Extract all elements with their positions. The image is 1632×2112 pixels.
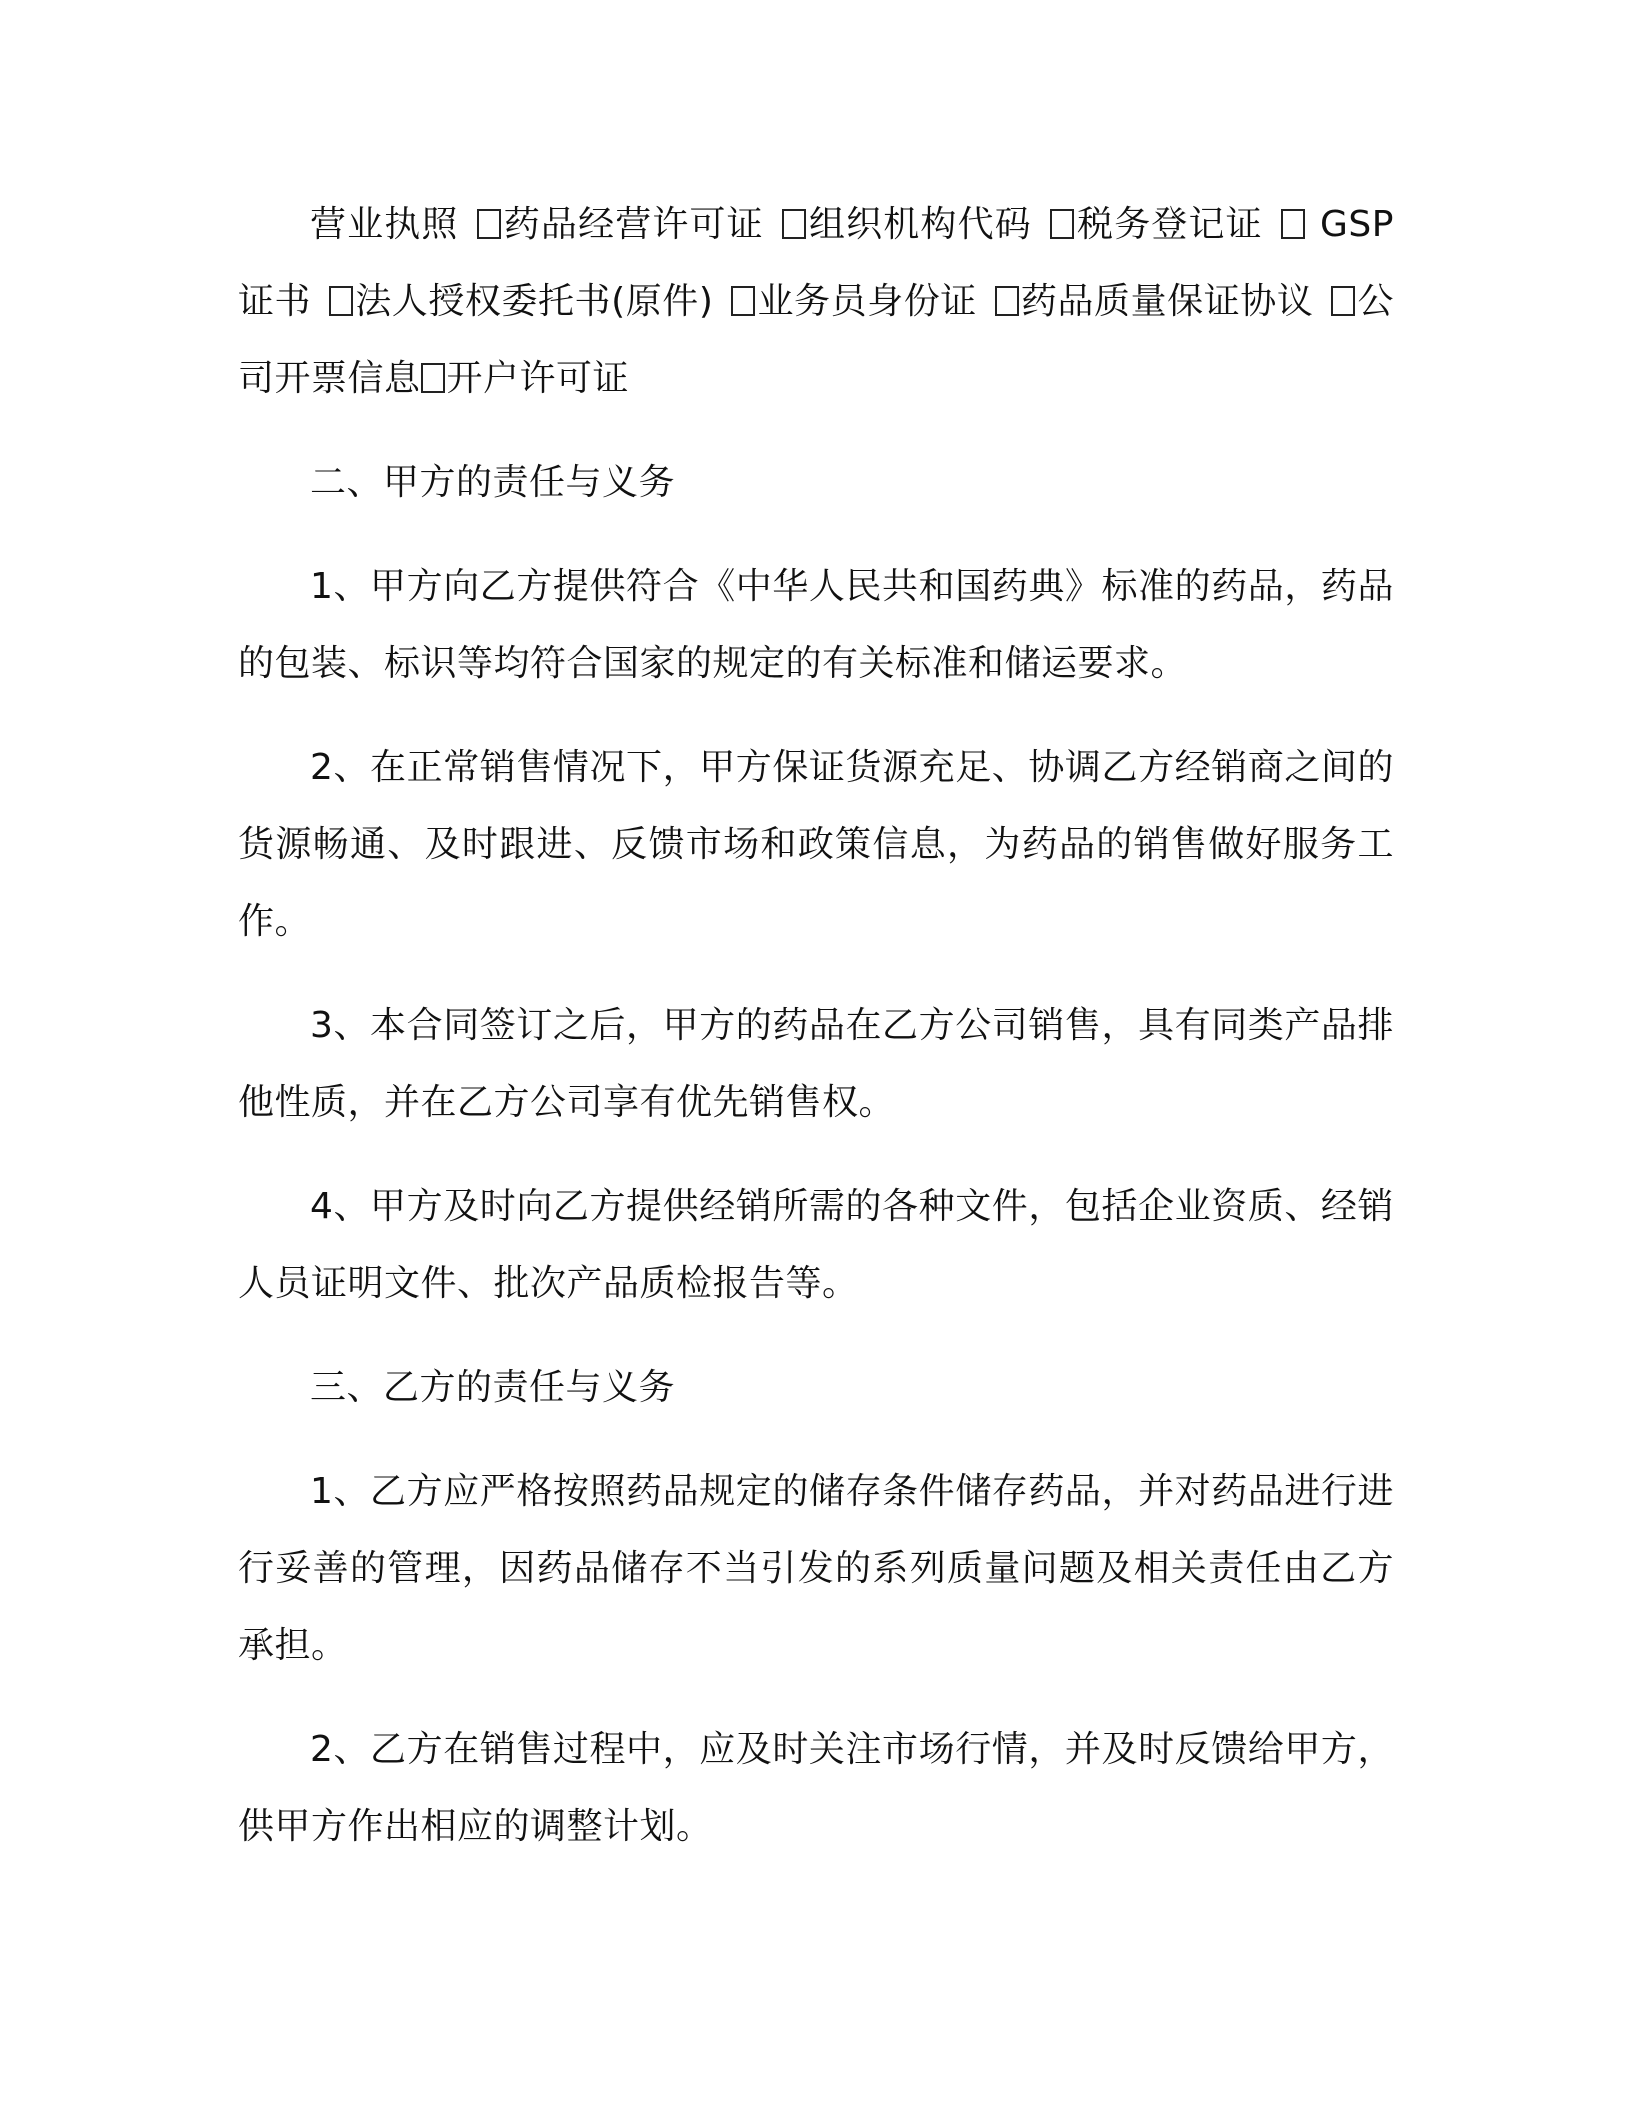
checklist-item-label: 公司开票信息 xyxy=(238,281,1394,399)
checkbox-icon[interactable] xyxy=(782,209,806,239)
checklist-item-label: 开户许可证 xyxy=(446,358,630,399)
checkbox-icon[interactable] xyxy=(1281,209,1305,239)
checklist-item-label: 税务登记证 xyxy=(1076,204,1263,245)
clause-paragraph: 1、乙方应严格按照药品规定的储存条件储存药品，并对药品进行进行妥善的管理，因药品储存不当引发的系列质量问题及相关责任由乙方承担。 xyxy=(238,1471,1394,1666)
checkbox-icon[interactable] xyxy=(477,209,501,239)
section-heading: 二、甲方的责任与义务 xyxy=(310,462,676,503)
required-documents-checklist xyxy=(238,186,1394,417)
clause-paragraph: 2、乙方在销售过程中，应及时关注市场行情，并及时反馈给甲方，供甲方作出相应的调整计划。 xyxy=(238,1729,1394,1847)
clause-paragraph: 2、在正常销售情况下，甲方保证货源充足、协调乙方经销商之间的货源畅通、及时跟进、反馈市场和政策信息，为药品的销售做好服务工作。 xyxy=(238,747,1394,942)
checklist-item-label: 药品经营许可证 xyxy=(503,204,764,245)
checklist-item-label: 组织机构代码 xyxy=(808,204,1032,245)
checkbox-icon[interactable] xyxy=(731,286,755,316)
section-heading: 三、乙方的责任与义务 xyxy=(310,1367,676,1408)
checkbox-icon[interactable] xyxy=(995,286,1019,316)
checklist-item-label: GSP 证书 xyxy=(238,204,1394,322)
clause-paragraph: 4、甲方及时向乙方提供经销所需的各种文件，包括企业资质、经销人员证明文件、批次产品质检报告等。 xyxy=(238,1186,1394,1304)
checklist-item-label: 营业执照 xyxy=(310,204,459,245)
document-body xyxy=(238,186,1394,1865)
checklist-item-label: 业务员身份证 xyxy=(757,281,977,322)
checkbox-icon[interactable] xyxy=(1050,209,1074,239)
clause-paragraph: 1、甲方向乙方提供符合《中华人民共和国药典》标准的药品，药品的包装、标识等均符合国家的规定的有关标准和储运要求。 xyxy=(238,566,1394,684)
checkbox-icon[interactable] xyxy=(421,363,445,393)
checklist-item-label: 法人授权委托书(原件) xyxy=(355,281,714,322)
clause-paragraph: 3、本合同签订之后，甲方的药品在乙方公司销售，具有同类产品排他性质，并在乙方公司享有优先销售权。 xyxy=(238,1005,1394,1123)
checklist-item-label: 药品质量保证协议 xyxy=(1020,281,1314,322)
checkbox-icon[interactable] xyxy=(329,286,353,316)
checkbox-icon[interactable] xyxy=(1331,286,1355,316)
